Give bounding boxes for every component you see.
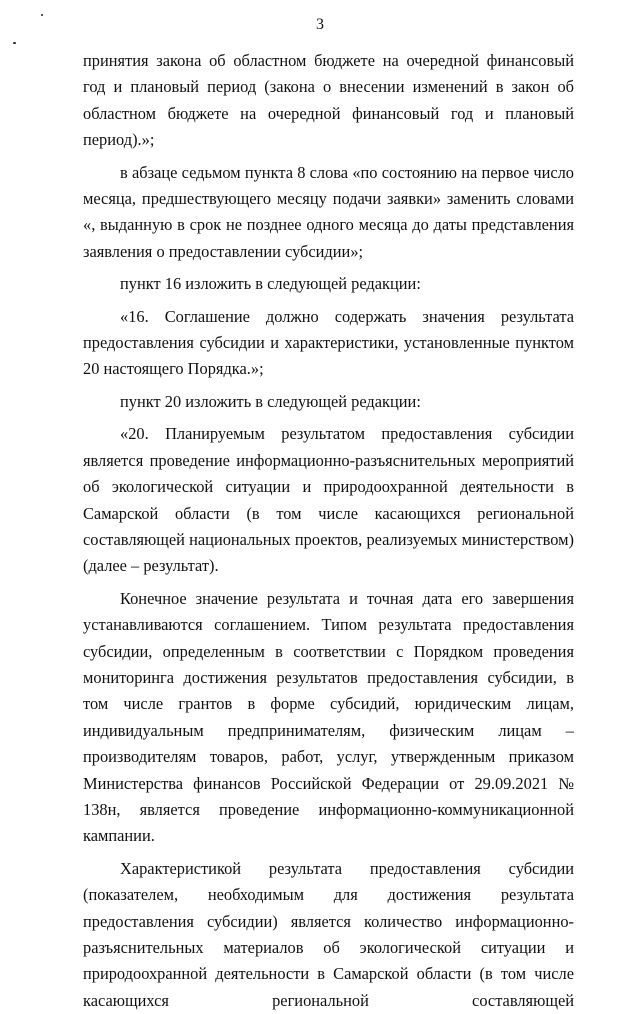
- page-number: 3: [316, 16, 324, 33]
- paragraph-result-value: Конечное значение результата и точная дата его завершения устанавливаются соглашением. Типом результата предоставления субсидии, определенным в соответствии с Порядком проведения мониторинга достижения результатов предоставления субсидии, в том числе грантов в форме субсидий, юридическим лицам, индивидуальным предпринимателям, физическим лицам – производителям товаров, работ, услуг, утвержденным приказом Министерства финансов Российской Федерации от 29.09.2021 № 138н, является проведение информационно-коммуникационной кампании.: [83, 588, 574, 846]
- paragraph-clause-20-text: «20. Планируемым результатом предоставления субсидии является проведение информационно-разъяснительных мероприятий об экологической ситуации и природоохранной деятельности в Самарской области (в том числе касающихся региональной составляющей национальных проектов, реализуемых министерством) (далее – результат).: [83, 424, 574, 576]
- scan-speck: [13, 42, 16, 44]
- paragraph-clause-8-amendment: в абзаце седьмом пункта 8 слова «по состоянию на первое число месяца, предшествующего месяцу подачи заявки» заменить словами «, выданную в срок не позднее одного месяца до даты представления заявления о предоставлении субсидии»;: [83, 162, 574, 261]
- paragraph-clause-16-text: «16. Соглашение должно содержать значения результата предоставления субсидии и характеристики, установленные пунктом 20 настоящего Порядка.»;: [83, 306, 574, 379]
- paragraph-clause-16-intro: пункт 16 изложить в следующей редакции:: [120, 274, 421, 294]
- document-body: [83, 48, 574, 1014]
- paragraph-budget-law: принятия закона об областном бюджете на очередной финансовый год и плановый период (закона о внесении изменений в закон об областном бюджете на очередной финансовый год и плановый период).»;: [83, 51, 574, 150]
- paragraph-clause-20-intro: пункт 20 изложить в следующей редакции:: [120, 391, 421, 411]
- paragraph-result-characteristic: Характеристикой результата предоставления субсидии (показателем, необходимым для достижения результата предоставления субсидии) является количество информационно-разъяснительных материалов об экологической ситуации и природоохранной деятельности в Самарской области (в том числе касающихся региональной составляющей: [83, 858, 574, 1010]
